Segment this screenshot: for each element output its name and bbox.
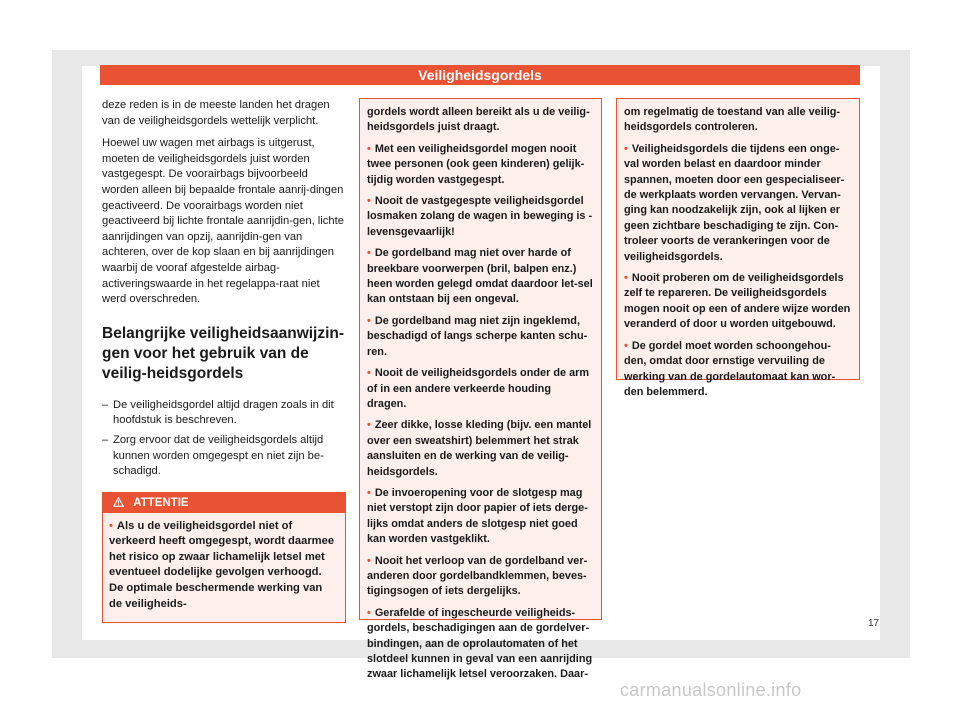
bullet-icon: • <box>367 367 371 380</box>
column-1 <box>102 98 346 623</box>
watermark: carmanualsonline.info <box>620 680 802 700</box>
warning-box <box>102 492 346 624</box>
bullet-text: Nooit de veiligheidsgordels onder de arm of in een andere verkeerde houding dragen. <box>367 367 590 410</box>
paragraph: Hoewel uw wagen met airbags is uitgerust, moeten de veiligheidsgordels juist worden vastgegespt. De voorairbags bijvoorbeeld worden alleen bij bepaalde frontale aanrij-dingen geactiveerd. De voorairbags worden niet geactiveerd bij lichte frontale aanrijdin-gen, lichte aanrijdingen van opzij, aanrijdin-gen van achteren, over de kop slaan en bij aanrijdingen waarbij de vooraf afgestelde airbag-activeringswaarde in het regelappa-raat niet werd overschreden. <box>102 137 344 306</box>
warning-box-continued <box>616 98 860 398</box>
bullet-icon: • <box>624 272 628 285</box>
warning-body <box>617 99 859 410</box>
warning-box-continued <box>359 98 602 681</box>
warning-body <box>360 99 601 693</box>
bullet-text: De gordelband mag niet zijn ingeklemd, beschadigd of langs scherpe kanten schu-ren. <box>367 314 588 358</box>
bullet-text: De invoeropening voor de slotgesp mag niet verstopt zijn door papier of iets derge-lijks omdat anders de slotgesp niet goed kan worden vastgeklikt. <box>367 486 588 546</box>
bullet-item <box>624 339 851 401</box>
bullet-icon: • <box>367 606 371 619</box>
bullet-item <box>367 606 593 683</box>
bullet-text: Nooit het verloop van de gordelband ver-anderen door gordelbandklemmen, beves-tigingsogen of iets dergelijks. <box>367 554 588 598</box>
bullet-text: Met een veiligheidsgordel mogen nooit twee personen (ook geen kinderen) gelijk-tijdig worden vastgegespt. <box>367 142 585 186</box>
warning-triangle-icon <box>113 497 127 509</box>
bullet-item <box>367 246 593 308</box>
dash-list <box>102 398 346 480</box>
page-number: 17 <box>868 618 880 629</box>
intro-text: om regelmatig de toestand van alle veilig-heidsgordels controleren. <box>624 106 841 134</box>
bullet-icon: • <box>367 554 371 567</box>
bullet-text: Zeer dikke, losse kleding (bijv. een mantel over een sweatshirt) belemmert het strak aansluiten en de werking van de veilig-heidsgordels. <box>367 419 592 478</box>
bullet-icon: • <box>367 486 371 499</box>
page-title: Veiligheidsgordels <box>100 65 860 85</box>
paragraph: deze reden is in de meeste landen het dragen van de veiligheidsgordels wettelijk verplicht. <box>102 99 330 127</box>
list-item: – De veiligheidsgordel altijd dragen zoals in dit hoofdstuk is beschreven. <box>102 398 346 429</box>
bullet-icon: • <box>367 195 371 208</box>
bullet-text: De gordel moet worden schoongehou-den, omdat door ernstige vervuiling de werking van de gordelautomaat kan wor-den belemmerd. <box>624 339 836 398</box>
bullet-item <box>367 314 593 360</box>
intro-text: gordels wordt alleen bereikt als u de veilig-heidsgordels juist draagt. <box>367 106 590 134</box>
bullet-icon: • <box>367 314 371 327</box>
bullet-icon: • <box>109 519 113 532</box>
bullet-item <box>109 519 337 613</box>
warning-body <box>103 513 345 623</box>
list-item: – Zorg ervoor dat de veiligheidsgordels altijd kunnen worden omgegespt en niet zijn be-schadigd. <box>102 433 346 480</box>
bullet-text: De gordelband mag niet over harde of breekbare voorwerpen (bril, balpen enz.) heen worden gelegd omdat daardoor let-sel kan ontstaan bij een ongeval. <box>367 247 593 306</box>
bullet-item <box>367 554 593 600</box>
bullet-item <box>624 142 851 265</box>
bullet-icon: • <box>624 339 628 352</box>
warning-header <box>103 493 345 513</box>
bullet-text: Als u de veiligheidsgordel niet of verkeerd heeft omgegespt, wordt daarmee het risico op zwaar lichamelijk letsel met eventueel dodelijke gevolgen verhoogd. De optimale beschermende werking van de veiligheids- <box>109 519 335 610</box>
bullet-icon: • <box>367 419 371 432</box>
warning-label: ATTENTIE <box>133 496 189 509</box>
bullet-item <box>367 418 593 480</box>
bullet-icon: • <box>367 247 371 260</box>
bullet-item <box>367 366 593 412</box>
bullet-item <box>624 271 851 333</box>
bullet-text: Nooit proberen om de veiligheidsgordels zelf te repareren. De veiligheidsgordels mogen nooit op een of andere wijze worden veranderd of door u worden uitgebouwd. <box>624 272 851 331</box>
bullet-text: Gerafelde of ingescheurde veiligheids-gordels, beschadigingen aan de gordelver-bindingen, aan de oprolautomaten of het slotdeel kunnen in geval van een aanrijding zwaar lichamelijk letsel veroorzaken. Daar- <box>367 606 593 681</box>
bullet-item <box>367 142 593 188</box>
bullet-item <box>367 194 593 240</box>
bullet-icon: • <box>624 142 628 155</box>
bullet-item <box>367 486 593 548</box>
section-heading: Belangrijke veiligheidsaanwijzin-gen voor het gebruik van de veilig-heidsgordels <box>102 324 345 382</box>
bullet-text: Nooit de vastgegespte veiligheidsgordel losmaken zolang de wagen in beweging is - levensgevaarlijk! <box>367 195 593 238</box>
bullet-text: Veiligheidsgordels die tijdens een onge-val worden belast en daardoor minder spannen, moeten door een gespecialiseer-de werkplaats worden vervangen. Vervan-ging kan noodzakelijk zijn, ook al lijken er geen zichtbare beschadiging te zijn. Con-troleer voorts de verankeringen voor de veiligheidsgordels. <box>624 142 845 263</box>
bullet-icon: • <box>367 142 371 155</box>
